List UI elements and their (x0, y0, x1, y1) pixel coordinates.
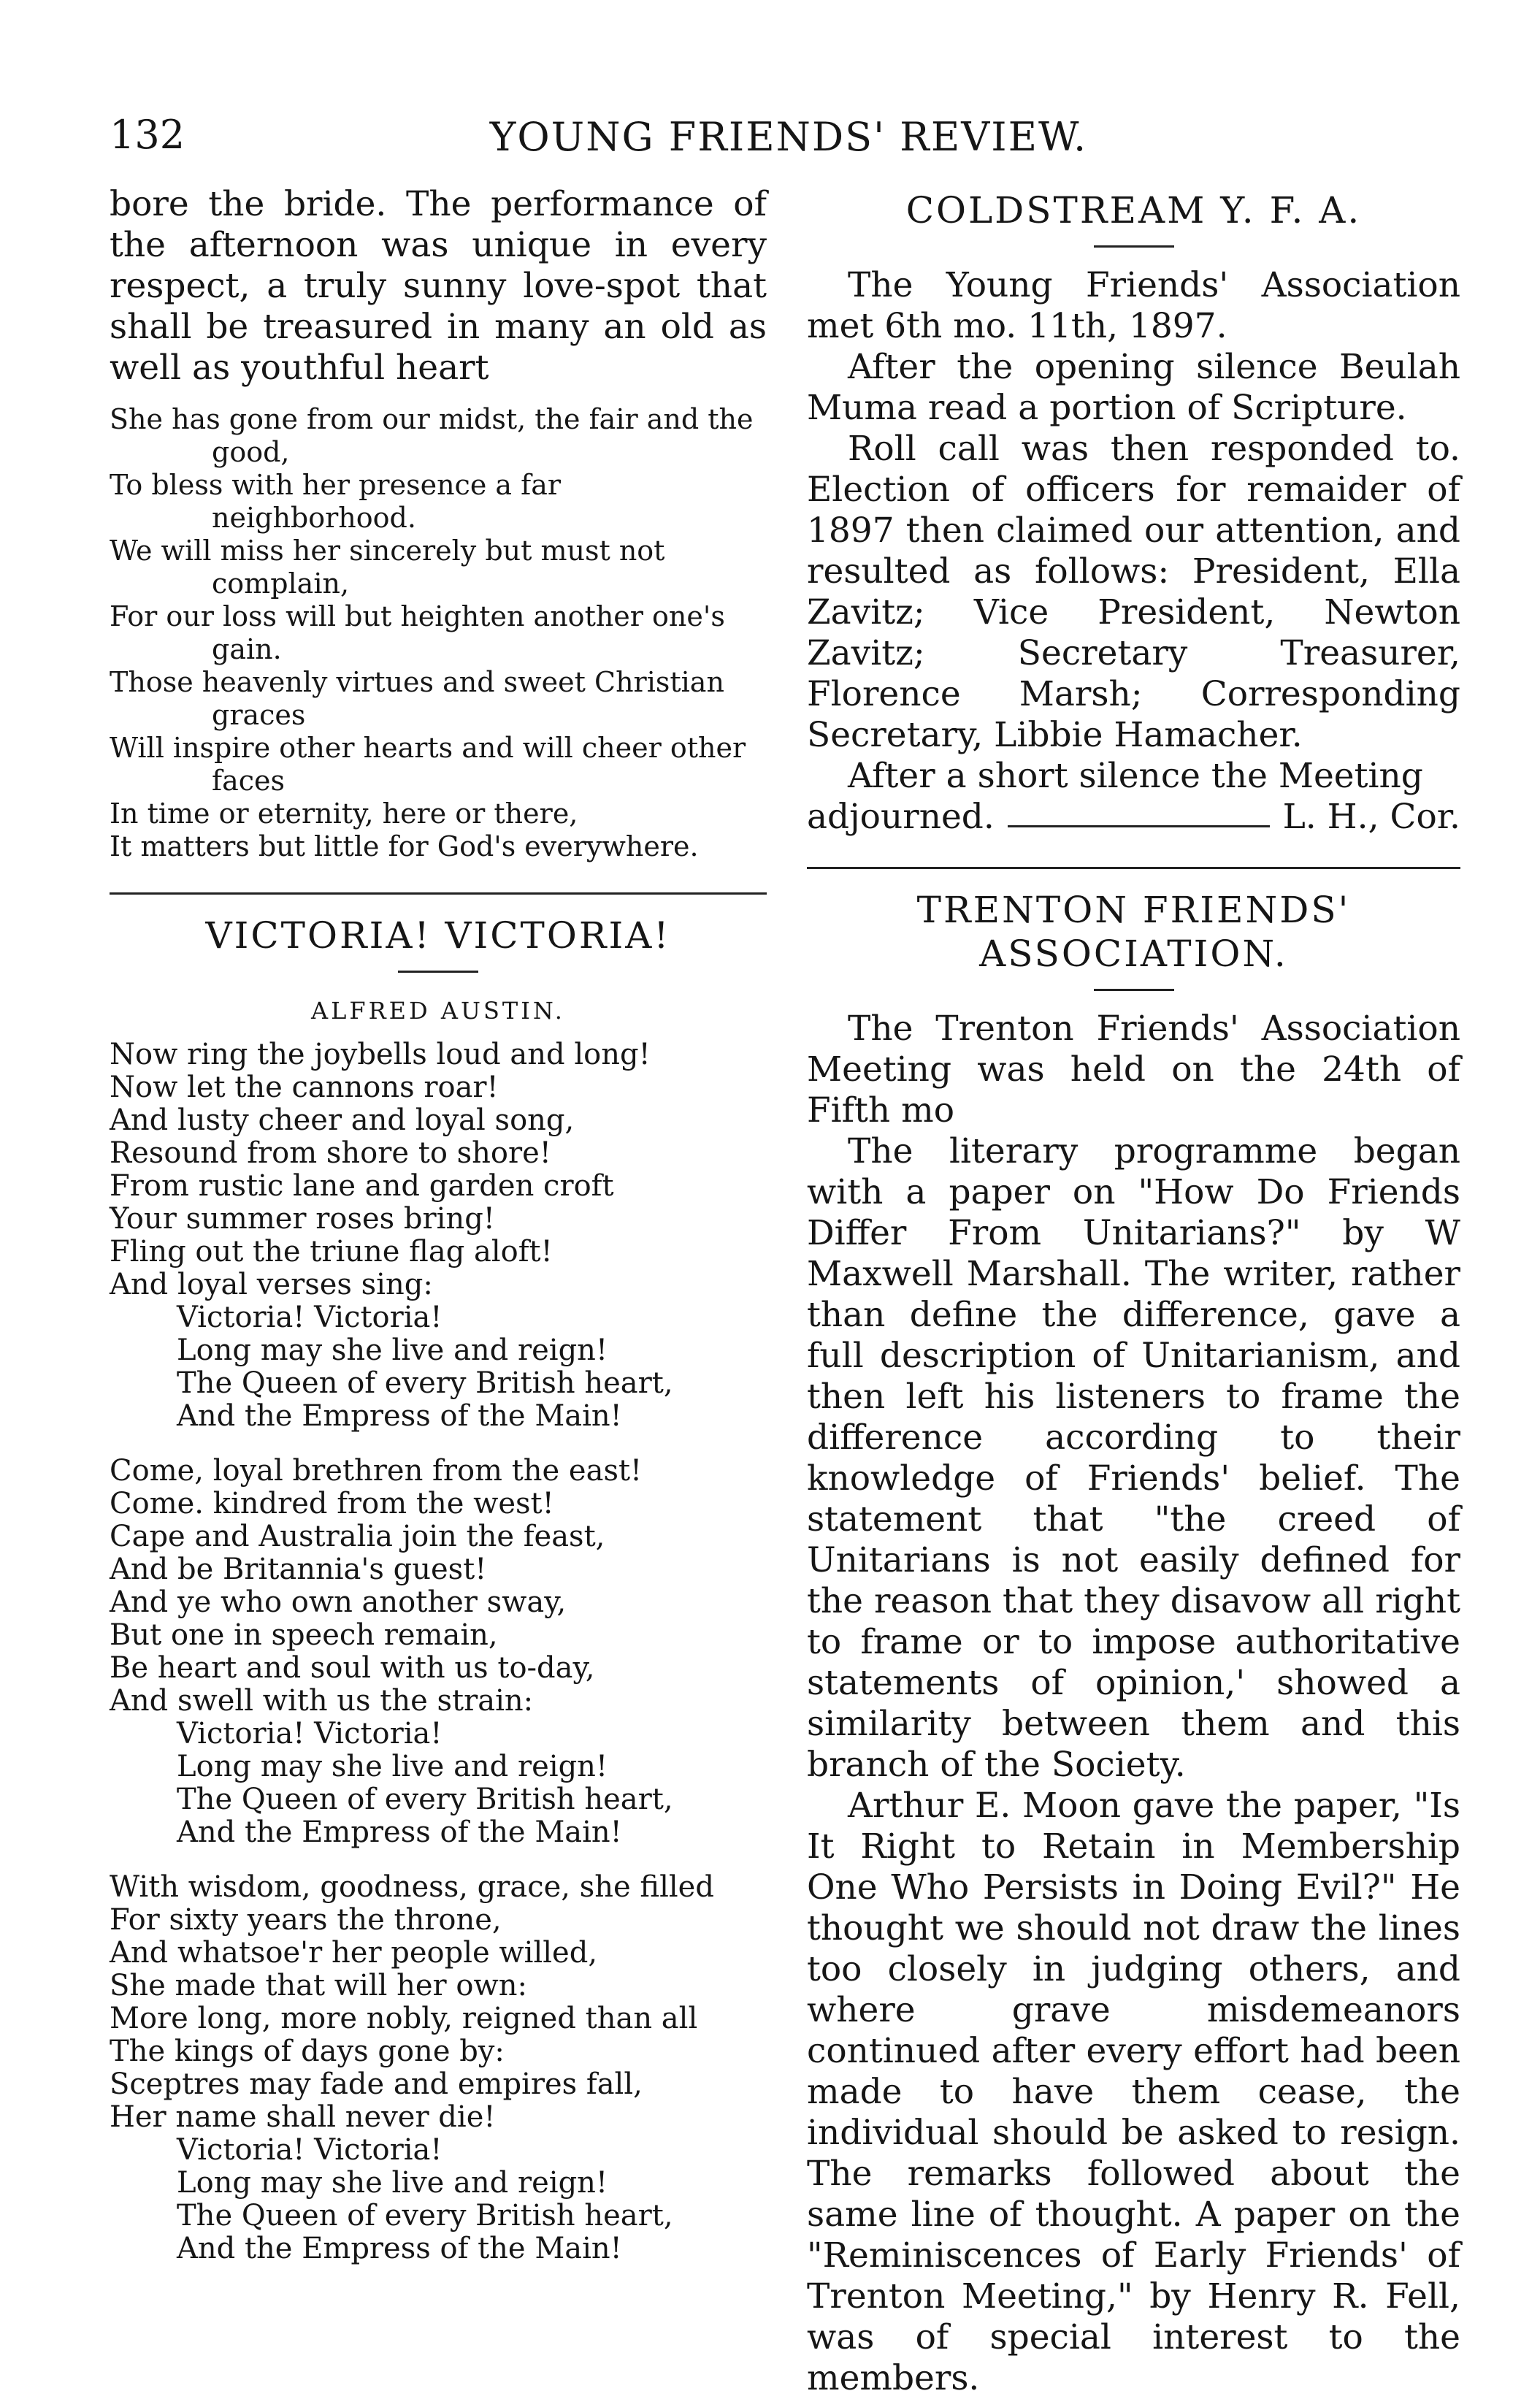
poem-line: And swell with us the strain: (110, 1684, 534, 1718)
page-number: 132 (110, 112, 185, 158)
refrain-line: The Queen of every British heart, (177, 1783, 673, 1816)
poem-line: Now let the cannons roar! (110, 1071, 499, 1104)
paragraph: After a short silence the Meeting (848, 756, 1423, 796)
coldstream-title: COLDSTREAM Y. F. A. (905, 189, 1362, 232)
poem-line: But one in speech remain, (110, 1618, 498, 1652)
refrain-line: The Queen of every British heart, (177, 2199, 673, 2232)
refrain-line: Long may she live and reign! (177, 2166, 608, 2200)
refrain-line: And the Empress of the Main! (177, 2232, 622, 2265)
paragraph: Roll call was then responded to. Election of officers for remaider of 1897 then claimed our attention, and resulted as follows: President, Ella Zavitz; Vice President, Newton Zavitz; Secretary Treasurer, Florence Marsh; Corresponding Secretary, Libbie Hamacher. (807, 429, 1460, 755)
sign-off (807, 797, 1460, 838)
verse-line: She has gone from our midst, the fair and the good, (110, 403, 754, 468)
poem-line: Be heart and soul with us to-day, (110, 1651, 595, 1685)
verse-line: In time or eternity, here or there, (110, 797, 578, 830)
poem-line: From rustic lane and garden croft (110, 1169, 614, 1203)
refrain-line: And the Empress of the Main! (177, 1399, 622, 1433)
trenton-title: TRENTON FRIENDS' ASSOCIATION. (916, 889, 1351, 975)
poem-author: ALFRED AUSTIN. (311, 997, 565, 1025)
poem-line: With wisdom, goodness, grace, she filled (110, 1870, 714, 1904)
poem-line: Her name shall never die! (110, 2100, 496, 2134)
refrain-line: The Queen of every British heart, (177, 1366, 673, 1400)
title-rule (398, 971, 478, 973)
left-column (110, 184, 767, 2287)
poem-line: Come, loyal brethren from the east! (110, 1454, 643, 1488)
poem-line: Come. kindred from the west! (110, 1487, 554, 1520)
section-rule (807, 867, 1460, 869)
farewell-verse (110, 403, 767, 863)
title-rule (1094, 245, 1174, 248)
verse-line: For our loss will but heighten another one's gain. (110, 600, 725, 665)
poem-line: And loyal verses sing: (110, 1268, 433, 1301)
signature: L. H., Cor. (1282, 797, 1460, 837)
verse-line: Those heavenly virtues and sweet Christian graces (110, 666, 724, 731)
page-header (0, 108, 1540, 188)
paragraph: The Trenton Friends' Association Meeting was held on the 24th of Fifth mo (807, 1009, 1460, 1130)
refrain-line: Victoria! Victoria! (177, 2133, 443, 2167)
closing-word: adjourned. (807, 797, 995, 837)
intro-paragraph: bore the bride. The performance of the afternoon was unique in every respect, a truly sunny love-spot that shall be treasured in many an old as well as youthful heart (110, 184, 767, 388)
poem-line: Your summer roses bring! (110, 1202, 495, 1236)
poem-line: For sixty years the throne, (110, 1903, 502, 1937)
paragraph: Arthur E. Moon gave the paper, "Is It Right to Retain in Membership One Who Persists in Doing Evil?" He thought we should not draw the lines too closely in judging others, and where grave misdemeanors continued after every effort had been made to have them cease, the individual should be asked to resign. The remarks followed about the same line of thought. A paper on the "Reminiscences of Early Friends' of Trenton Meeting," by Henry R. Fell, was of special interest to the members. (807, 1786, 1460, 2398)
poem-line: And ye who own another sway, (110, 1585, 567, 1619)
poem-line: And be Britannia's guest! (110, 1553, 487, 1586)
right-column (807, 184, 1460, 2399)
poem-stanza (110, 1038, 767, 1433)
paragraph: The literary programme began with a paper on "How Do Friends Differ From Unitarians?" by W Maxwell Marshall. The writer, rather than define the difference, gave a full description of Unitarianism, and then left his listeners to frame the difference according to their knowledge of Friends' belief. The statement that "the creed of Unitarians is not easily defined for the reason that they disavow all right to frame or to impose authoritative statements of opinion,' showed a similarity between them and this branch of the Society. (807, 1131, 1460, 1785)
poem-line: She made that will her own: (110, 1969, 527, 2002)
refrain-line: Long may she live and reign! (177, 1750, 608, 1783)
sign-off-rule (1008, 825, 1270, 827)
refrain-line: And the Empress of the Main! (177, 1815, 622, 1849)
verse-line: Will inspire other hearts and will cheer other faces (110, 732, 746, 797)
poem-line: Sceptres may fade and empires fall, (110, 2067, 643, 2101)
running-title: YOUNG FRIENDS' REVIEW. (489, 114, 1088, 160)
poem-line: And lusty cheer and loyal song, (110, 1103, 575, 1137)
poem-title: VICTORIA! VICTORIA! (205, 914, 671, 957)
verse-line: It matters but little for God's everywhere. (110, 830, 699, 862)
paragraph: The Young Friends' Association met 6th mo. 11th, 1897. (807, 265, 1460, 346)
title-rule (1094, 989, 1174, 991)
refrain-line: Victoria! Victoria! (177, 1301, 443, 1334)
section-rule (110, 892, 767, 895)
verse-line: To bless with her presence a far neighborhood. (110, 469, 562, 534)
poem-stanza (110, 1871, 767, 2265)
poem-line: And whatsoe'r her people willed, (110, 1936, 598, 1970)
poem-line: Cape and Australia join the feast, (110, 1520, 605, 1553)
verse-line: We will miss her sincerely but must not complain, (110, 535, 665, 600)
refrain-line: Victoria! Victoria! (177, 1717, 443, 1751)
poem-line: Fling out the triune flag aloft! (110, 1235, 553, 1269)
refrain-line: Long may she live and reign! (177, 1334, 608, 1367)
poem-line: Resound from shore to shore! (110, 1136, 551, 1170)
paragraph: After the opening silence Beulah Muma read a portion of Scripture. (807, 347, 1460, 428)
poem-line: The kings of days gone by: (110, 2035, 505, 2068)
poem-line: More long, more nobly, reigned than all (110, 2002, 698, 2035)
poem-line: Now ring the joybells loud and long! (110, 1038, 651, 1071)
poem-stanza (110, 1455, 767, 1849)
